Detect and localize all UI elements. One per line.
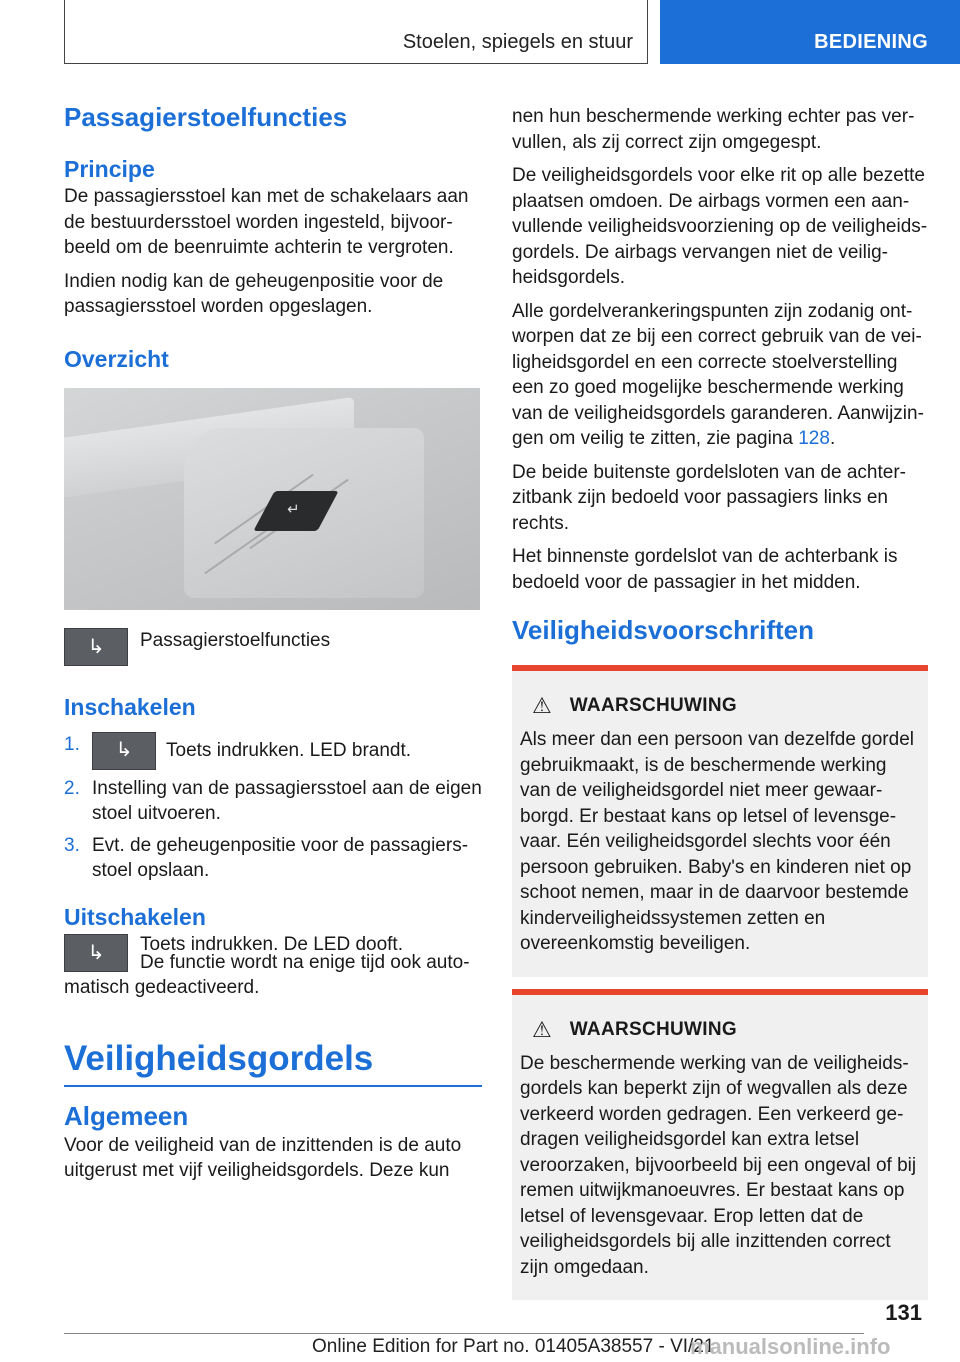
list-item: 1. ↳ Toets indrukken. LED brandt.	[64, 732, 482, 770]
heading-veiligheidsvoorschriften: Veiligheidsvoorschriften	[512, 615, 814, 645]
heading-principe: Principe	[64, 156, 155, 182]
warning-label: WAARSCHUWING	[569, 695, 737, 716]
header-chapter-label: BEDIENING	[814, 31, 928, 53]
right-column	[512, 104, 928, 1300]
warning-triangle-icon: ⚠	[532, 693, 552, 718]
page-number: 131	[885, 1300, 922, 1325]
heading-uitschakelen: Uitschakelen	[64, 903, 206, 930]
warning-text-1: Als meer dan een persoon van dezelfde gordel gebruikmaakt, is de beschermende werking van de veiligheidsgordel niet meer gewaarborgd. Er bestaat kans op letsel of levensgevaar. Eén veiligheidsgordel slechts voor één persoon gebruiken. Baby's en kinderen niet op schoot nemen, maar in de daarvoor bestemde kinderveiligheidssystemen zetten en overeenkomstig beveiligen.	[520, 729, 914, 954]
heading-inschakelen: Inschakelen	[64, 693, 196, 720]
heading-overzicht: Overzicht	[64, 345, 169, 372]
list-item: 2. Instelling van de passagiersstoel aan de eigen stoel uitvoeren.	[64, 777, 482, 824]
header-section-tab	[64, 0, 648, 64]
left-column	[64, 100, 482, 1184]
heading-veiligheidsgordels: Veiligheidsgordels	[64, 1038, 374, 1078]
warning-box-2	[512, 989, 928, 1301]
list-item: 3. Evt. de geheugenpositie voor de passagiersstoel opslaan.	[64, 834, 469, 881]
seat-icon: ↵	[287, 500, 300, 518]
heading-algemeen: Algemeen	[64, 1100, 189, 1131]
paragraph-algemeen: Voor de veiligheid van de inzittenden is de auto uitgerust met vijf veiligheidsgordels. Deze kun	[64, 1134, 462, 1181]
caption-text: Passagierstoelfuncties	[140, 629, 331, 651]
seat-button-icon: ↳	[64, 934, 128, 972]
paragraph-gordels-4: De beide buitenste gordelsloten van de achterzitbank zijn bedoeld voor passagiers links en rechts.	[512, 461, 906, 534]
inschakelen-steps	[64, 732, 482, 884]
paragraph-principe-2: Indien nodig kan de geheugenpositie voor de passagiersstoel worden opgeslagen.	[64, 270, 444, 317]
footer-edition: Online Edition for Part no. 01405A38557 - VI/21	[312, 1336, 715, 1357]
header-chapter-badge	[660, 0, 960, 64]
figure-caption	[64, 628, 482, 666]
paragraph-uit-2: De functie wordt na enige tijd ook automatisch gedeactiveerd.	[64, 951, 470, 998]
title-passagierstoelfuncties: Passagierstoelfuncties	[64, 102, 348, 132]
header-section-title: Stoelen, spiegels en stuur	[402, 31, 633, 53]
paragraph-principe-1: De passagiersstoel kan met de schakelaars aan de bestuurdersstoel worden ingesteld, bijvoorbeeld om de beenruimte achterin te vergroten.	[64, 186, 469, 258]
paragraph-gordels-2: De veiligheidsgordels voor elke rit op alle bezette plaatsen omdoen. De airbags vormen een aanvullende veiligheidsvoorziening op de veiligheidsgordels. De airbags vervangen niet de veiligheidsgordels.	[512, 165, 928, 288]
watermark: manualsonline.info	[690, 1334, 891, 1359]
paragraph-gordels-3: Alle gordelverankeringspunten zijn zodanig ontworpen dat ze bij een correct gebruik van de veiligheidsgordel en een correcte stoelverstelling een zo goed mogelijke beschermende werking van de veiligheidsgordels garanderen. Aanwijzingen om veilig te zitten, zie pagina 128.	[512, 300, 924, 449]
page-link-128[interactable]: 128	[798, 428, 830, 449]
warning-box-1	[512, 665, 928, 977]
paragraph-gordels-1: nen hun beschermende werking echter pas vervullen, als zij correct zijn omgegespt.	[512, 106, 915, 153]
section-divider	[64, 1085, 482, 1087]
warning-text-2: De beschermende werking van de veiligheidsgordels kan beperkt zijn of wegvallen als deze verkeerd worden gedragen. Een verkeerd gedragen veiligheidsgordel kan extra letsel veroorzaken, bijvoorbeeld bij een ongeval of bij remen uitwijkmanoeuvres. Er bestaat kans op letsel of levensgevaar. Erop letten dat de veiligheidsgordels bij alle inzittenden correct zijn omgedaan.	[520, 1052, 917, 1278]
paragraph-uit-1: Toets indrukken. De LED dooft.	[140, 933, 403, 955]
warning-triangle-icon: ⚠	[532, 1016, 552, 1042]
warning-label: WAARSCHUWING	[569, 1018, 737, 1040]
paragraph-gordels-5: Het binnenste gordelslot van de achterbank is bedoeld voor de passagier in het midden.	[512, 546, 898, 593]
seat-button-icon: ↳	[92, 732, 156, 770]
seat-button-icon: ↳	[64, 628, 128, 666]
seat-controls-photo	[64, 388, 480, 610]
